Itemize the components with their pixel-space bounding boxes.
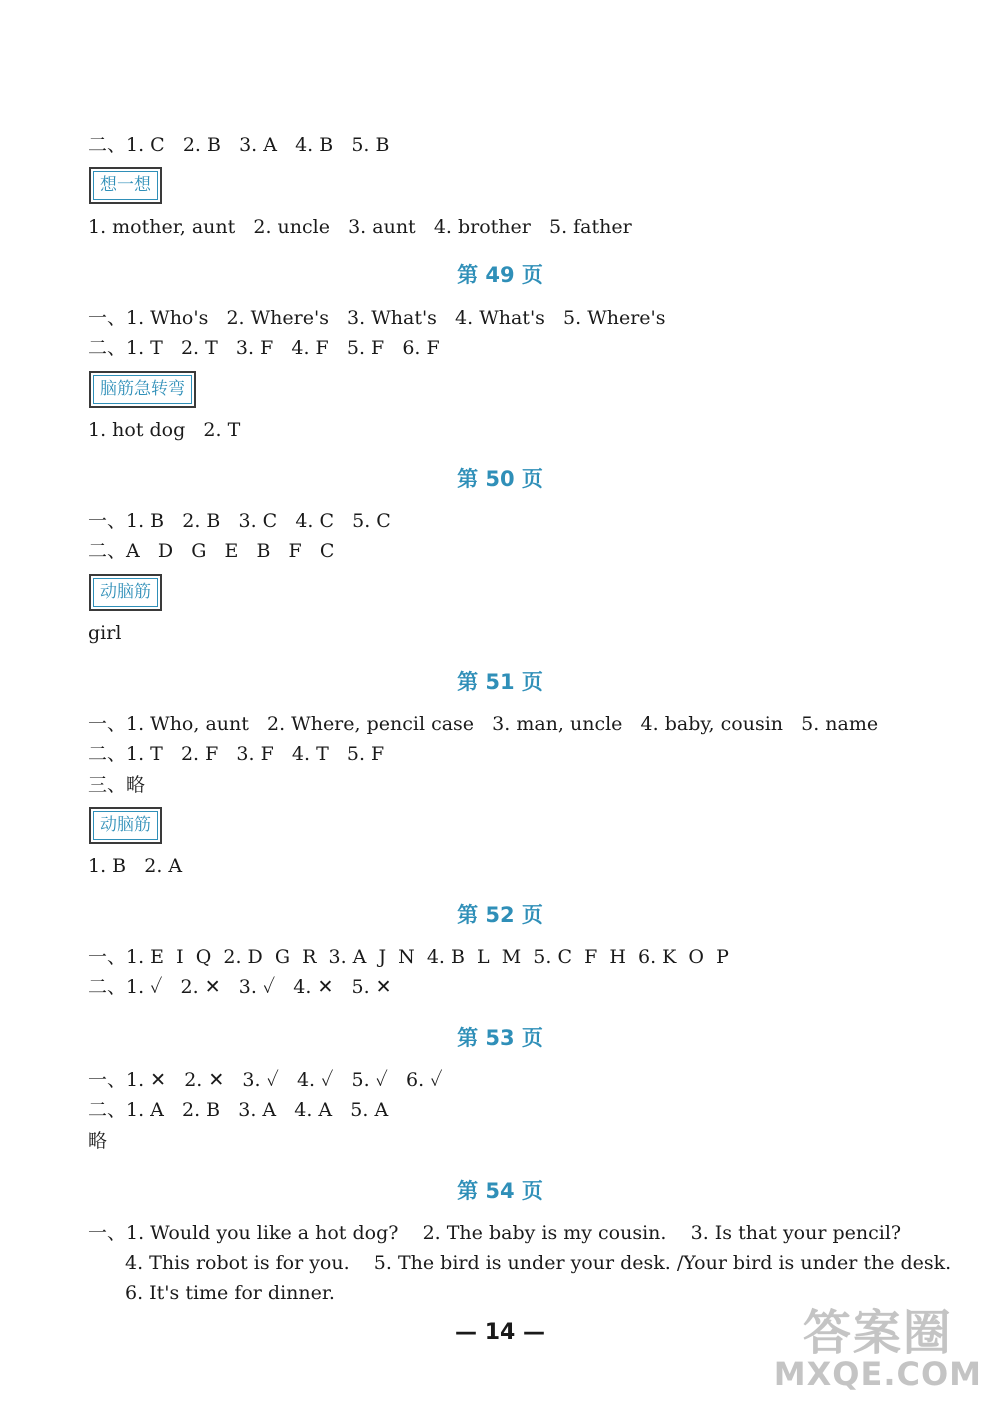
p51-section1-answers: 一、1. Who, aunt 2. Where, pencil case 3. man, uncle 4. baby, cousin 5. name (88, 713, 879, 735)
p49-brain-teaser-answers: 1. hot dog 2. T (88, 419, 241, 441)
site-watermark (773, 1304, 982, 1393)
page-51-heading: 第 51 页 (457, 670, 543, 694)
p49-section2-answers: 二、1. T 2. T 3. F 4. F 5. F 6. F (88, 337, 440, 359)
p50-section1-answers: 一、1. B 2. B 3. C 4. C 5. C (88, 510, 391, 532)
p52-section1-answers: 一、1. E I Q 2. D G R 3. A J N 4. B L M 5. C F H 6. K O P (88, 946, 729, 968)
p53-section2-answers: 二、1. A 2. B 3. A 4. A 5. A (88, 1099, 389, 1121)
page-50-heading: 第 50 页 (457, 467, 543, 491)
p52-section2-answers: 二、1. ✓ 2. ✕ 3. ✓ 4. ✕ 5. ✕ (88, 976, 392, 998)
page-54-heading: 第 54 页 (457, 1179, 543, 1203)
page-number: — 14 — (455, 1320, 545, 1345)
p50-section2-answers: 二、A D G E B F C (88, 540, 335, 562)
p51-section2-answers: 二、1. T 2. F 3. F 4. T 5. F (88, 743, 385, 765)
use-brain-label-1: 动脑筋 (93, 578, 158, 607)
p48-section2-answers: 二、1. C 2. B 3. A 4. B 5. B (88, 134, 390, 156)
p53-section3-answers: 略 (88, 1130, 108, 1152)
p49-section1-answers: 一、1. Who's 2. Where's 3. What's 4. What's 5. Where's (88, 307, 666, 329)
p54-section1-line3: 6. It's time for dinner. (125, 1282, 335, 1304)
page-53-heading: 第 53 页 (457, 1026, 543, 1050)
p54-section1-line1: 一、1. Would you like a hot dog? 2. The baby is my cousin. 3. Is that your pencil? (88, 1222, 902, 1244)
watermark-domain: MXQE.COM (773, 1354, 982, 1393)
p50-use-brain-answer: girl (88, 622, 122, 644)
watermark-logo-text: 答案圈 (802, 1304, 953, 1361)
use-brain-label-2: 动脑筋 (93, 811, 158, 840)
use-brain-label-box-1 (89, 574, 162, 611)
p53-section1-answers: 一、1. ✕ 2. ✕ 3. ✓ 4. ✓ 5. ✓ 6. ✓ (88, 1069, 443, 1091)
page-49-heading: 第 49 页 (457, 263, 543, 287)
think-label: 想一想 (93, 171, 158, 200)
p51-use-brain-answers: 1. B 2. A (88, 855, 183, 877)
think-label-box (89, 167, 162, 204)
p48-think-answers: 1. mother, aunt 2. uncle 3. aunt 4. brother 5. father (88, 216, 632, 238)
page-52-heading: 第 52 页 (457, 903, 543, 927)
brain-teaser-label: 脑筋急转弯 (93, 375, 192, 404)
use-brain-label-box-2 (89, 807, 162, 844)
p51-section3-answers: 三、略 (88, 774, 146, 796)
p54-section1-line2: 4. This robot is for you. 5. The bird is under your desk. /Your bird is under the desk. (125, 1252, 952, 1274)
brain-teaser-label-box (89, 371, 196, 408)
